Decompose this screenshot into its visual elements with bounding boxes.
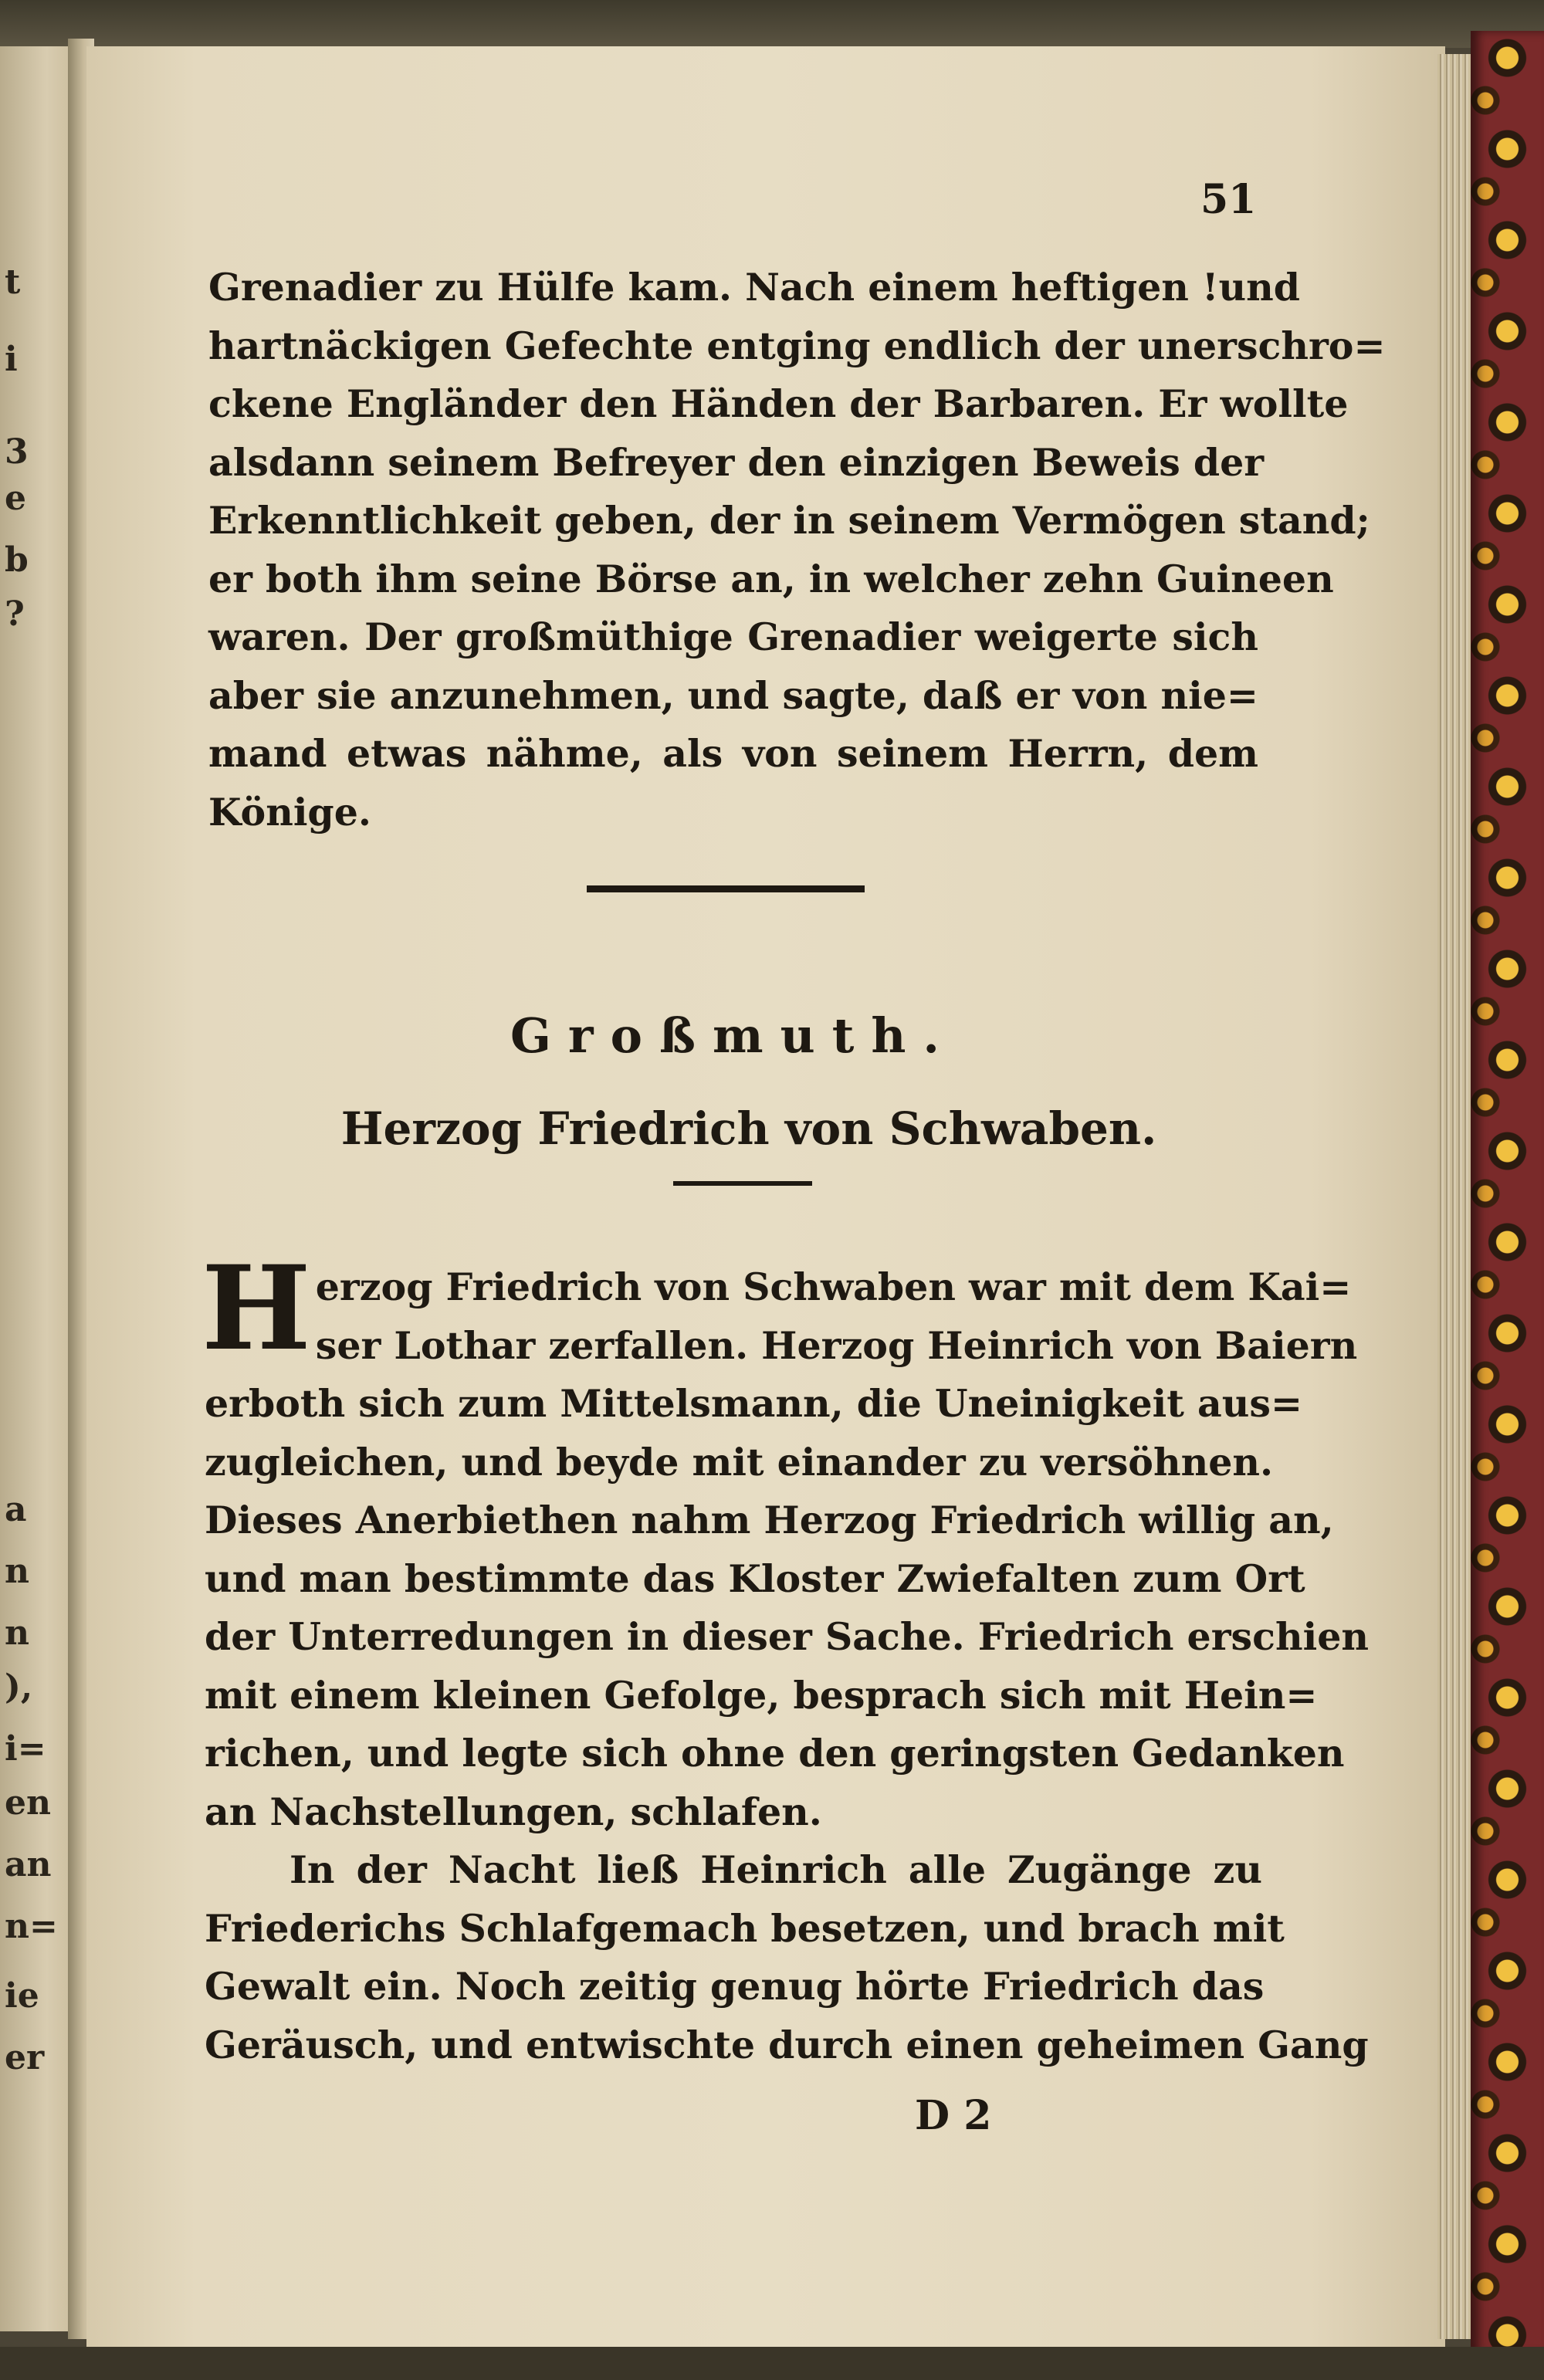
left-page-text-fragment: en: [5, 1783, 51, 1823]
drop-cap: H: [201, 1241, 311, 1376]
text-line: Könige.: [208, 789, 371, 835]
text-line: mand etwas nähme, als von seinem Herrn, dem: [208, 731, 1258, 776]
left-page-text-fragment: n: [5, 1552, 29, 1591]
paragraph-2-3: [201, 1241, 1369, 2074]
text-line: zugleichen, und beyde mit einander zu versöhnen.: [205, 1439, 1274, 1485]
section-divider-rule: [587, 885, 865, 892]
text-line: Erkenntlichkeit geben, der in seinem Vermögen stand;: [208, 498, 1370, 543]
book-cover-top: [0, 0, 1544, 48]
text-line: hartnäckigen Gefechte entging endlich der unerschro=: [208, 323, 1386, 368]
text-line: er both ihm seine Börse an, in welcher zehn Guineen: [208, 556, 1334, 601]
text-line: alsdann seinem Befreyer den einzigen Beweis der: [208, 439, 1265, 485]
text-line: aber sie anzunehmen, und sagte, daß er von nie=: [208, 672, 1258, 718]
left-page-text-fragment: t: [5, 262, 21, 302]
left-page-text-fragment: ?: [5, 594, 25, 634]
left-page-text-fragment: n=: [5, 1907, 58, 1946]
text-line: erzog Friedrich von Schwaben war mit dem Kai=: [315, 1264, 1352, 1309]
left-page-text-fragment: er: [5, 2038, 45, 2077]
text-line: richen, und legte sich ohne den geringsten Gedanken: [205, 1731, 1345, 1776]
text-line: und man bestimmte das Kloster Zwiefalten zum Ort: [205, 1556, 1305, 1601]
text-line: der Unterredungen in dieser Sache. Friedrich erschien: [205, 1614, 1369, 1659]
left-page-text-fragment: b: [5, 540, 29, 580]
subtitle-rule: [673, 1181, 812, 1186]
signature-mark: D 2: [915, 2092, 992, 2139]
page-number: 51: [1200, 176, 1257, 223]
left-page-text-fragment: a: [5, 1490, 27, 1529]
text-line: erboth sich zum Mittelsmann, die Uneinigkeit aus=: [205, 1381, 1303, 1426]
text-line: mit einem kleinen Gefolge, besprach sich mit Hein=: [205, 1672, 1318, 1718]
left-page-text-fragment: an: [5, 1845, 52, 1884]
book-bottom-edge: [0, 2347, 1544, 2380]
text-line: an Nachstellungen, schlafen.: [205, 1789, 822, 1834]
text-line: Geräusch, und entwischte durch einen geheimen Gang: [205, 2022, 1369, 2067]
text-line: ckene Engländer den Händen der Barbaren. Er wollte: [208, 381, 1349, 426]
section-title: Großmuth.: [510, 1007, 957, 1064]
text-line: Friederichs Schlafgemach besetzen, und brach mit: [205, 1905, 1285, 1951]
text-line: ser Lothar zerfallen. Herzog Heinrich von Baiern: [315, 1322, 1358, 1368]
left-page-text-fragment: 3: [5, 432, 29, 472]
page-stack-edge: [1437, 54, 1475, 2339]
section-subtitle: Herzog Friedrich von Schwaben.: [340, 1102, 1157, 1155]
text-line: Gewalt ein. Noch zeitig genug hörte Friedrich das: [205, 1964, 1265, 2009]
left-page-text-fragment: ),: [5, 1667, 33, 1707]
text-line: Dieses Anerbiethen nahm Herzog Friedrich willig an,: [205, 1498, 1334, 1542]
left-page-text-fragment: i: [5, 340, 18, 379]
left-page-text-fragment: i=: [5, 1729, 46, 1769]
left-page-text-fragment: n: [5, 1613, 29, 1653]
text-line: Grenadier zu Hülfe kam. Nach einem heftigen !und: [208, 265, 1300, 310]
marbled-cover-edge: [1471, 31, 1544, 2355]
left-page-text-fragment: ie: [5, 1976, 39, 2016]
text-line: waren. Der großmüthige Grenadier weigerte sich: [208, 614, 1258, 659]
text-line: In der Nacht ließ Heinrich alle Zugänge zu: [290, 1847, 1262, 1892]
left-page-text-fragment: e: [5, 479, 26, 518]
left-page-edge: [0, 46, 77, 2331]
paragraph-1: [208, 259, 1386, 841]
